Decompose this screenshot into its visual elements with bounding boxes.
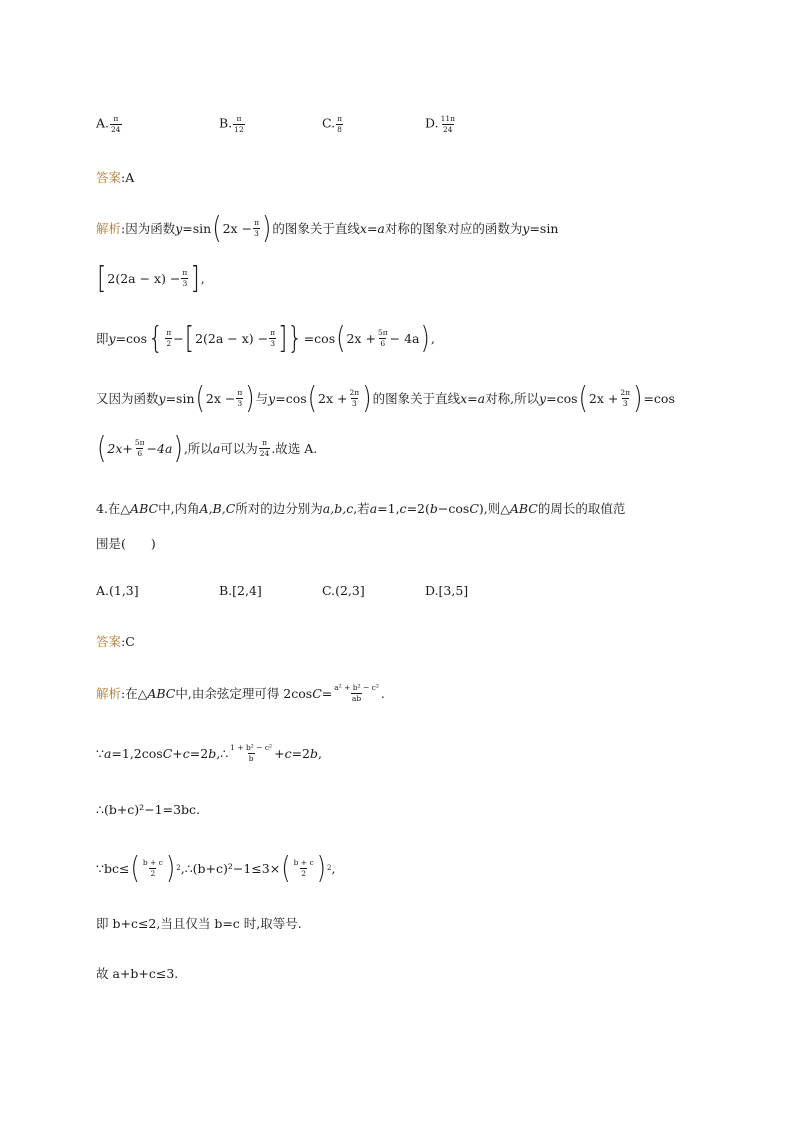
q4-answer-line: 答案 :C (96, 633, 135, 649)
analysis-line-1: 解析 :因为函数 y =sin ( 2x − $\frac{\pi}{3}$ ) 的图象关于直线 x=a 对称的图象对应的函数为 y =sin (96, 210, 559, 246)
q4-analysis-line-3: ∴(b+c)²−1=3bc. (96, 802, 201, 817)
option-a: A. $\frac{\pi}{24}$ (96, 114, 121, 134)
q4-analysis-line-5: 即 b+c≤2,当且仅当 b=c 时,取等号. (96, 916, 302, 931)
analysis-line-2: [ 2(2a − x) − $\frac{\pi}{3}$ ] , (97, 260, 205, 296)
option-d: D. $\frac{11\pi}{24}$ (425, 114, 456, 134)
q4-option-b: B.[2,4] (219, 583, 262, 598)
analysis-line-3: 即 y =cos { $\frac{\pi}{2}$ − [ 2(2a − x) − $\frac{\pi}{3}$ ]} =cos ( 2x + $\frac{5\pi}{6}$ − 4a ) , (96, 320, 435, 356)
q4-analysis-line-4: ∵bc≤ ( $\frac{b + c}{2}$ ) 2 ,∴(b+c)²−1≤3× ( $\frac{b + c}{2}$ ) 2 , (96, 850, 336, 886)
option-b: B. $\frac{\pi}{12}$ (219, 114, 244, 134)
q4-option-d: D.[3,5] (425, 583, 469, 598)
option-c: C. $\frac{\pi}{8}$ (322, 114, 343, 134)
q4-analysis-line-6: 故 a+b+c≤3. (96, 966, 179, 981)
q4-option-a: A.(1,3] (96, 583, 139, 598)
question-4-stem-cont: 围是( ) (96, 536, 156, 551)
q4-option-c: C.(2,3] (322, 583, 365, 598)
q4-analysis-line-2: ∵ a =1,2cos C + c =2 b ,∴ $\frac{\text{1 + b² − c²}}{b}$ + c =2 b , (96, 743, 323, 763)
question-4-stem: 4.在△ ABC 中,内角 A,B,C 所对的边分别为 a,b,c ,若 a =1, c =2( b −cos C ),则△ ABC 的周长的取值范 (96, 500, 626, 516)
analysis-line-4: 又因为函数 y =sin ( 2x − $\frac{\pi}{3}$ ) 与 y =cos ( 2x + $\frac{2\pi}{3}$ ) 的图象关于直线 x=a 对称,所以 y =cos ( 2x + $\frac{2\pi}{3}$ ) =cos (96, 380, 675, 416)
answer-line: 答案 :A (96, 169, 135, 185)
analysis-line-5: ( 2x+ $\frac{5\pi}{6}$ −4a ) ,所以 a 可以为 $\frac{\pi}{24}$ .故选 A. (97, 430, 318, 466)
q4-analysis-line-1: 解析 :在△ ABC 中,由余弦定理可得 2cos C = $\frac{\text{a² + b² − c²}}{ab}$ . (96, 683, 385, 703)
